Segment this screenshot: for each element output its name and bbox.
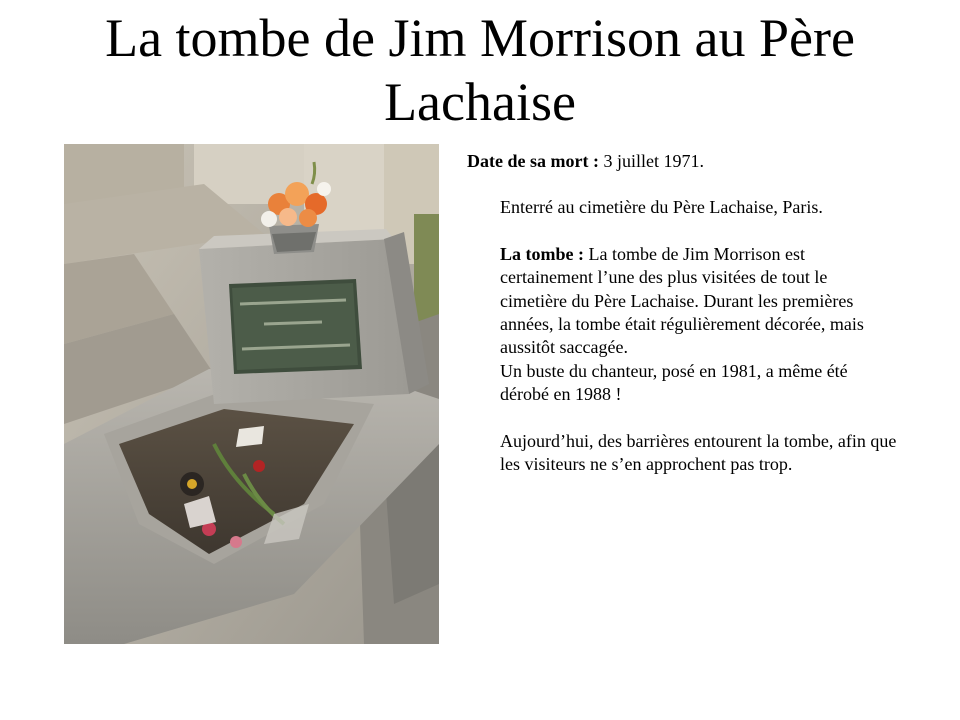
death-date-line [467,150,897,173]
death-date-value: 3 juillet 1971. [598,151,704,171]
tomb-label: La tombe : [500,243,584,264]
tomb-text: La tombe de Jim Morrison est certainement l’une des plus visitées de tout le cimetière du Père Lachaise. Durant les premières années, la tombe était régulièrement décorée, mais aussitôt saccagée. [500,243,864,358]
description-text [467,150,897,476]
slide-title: La tombe de Jim Morrison au Père Lachaise [105,8,855,132]
tomb-paragraph [467,243,897,360]
today-paragraph: Aujourd’hui, des barrières entourent la tombe, afin que les visiteurs ne s’en approchent pas trop. [500,430,897,475]
death-date-label: Date de sa mort : [467,151,599,171]
bust-paragraph: Un buste du chanteur, posé en 1981, a même été dérobé en 1988 ! [500,360,848,405]
burial-line: Enterré au cimetière du Père Lachaise, Paris. [500,197,823,218]
tomb-photo [64,144,439,644]
